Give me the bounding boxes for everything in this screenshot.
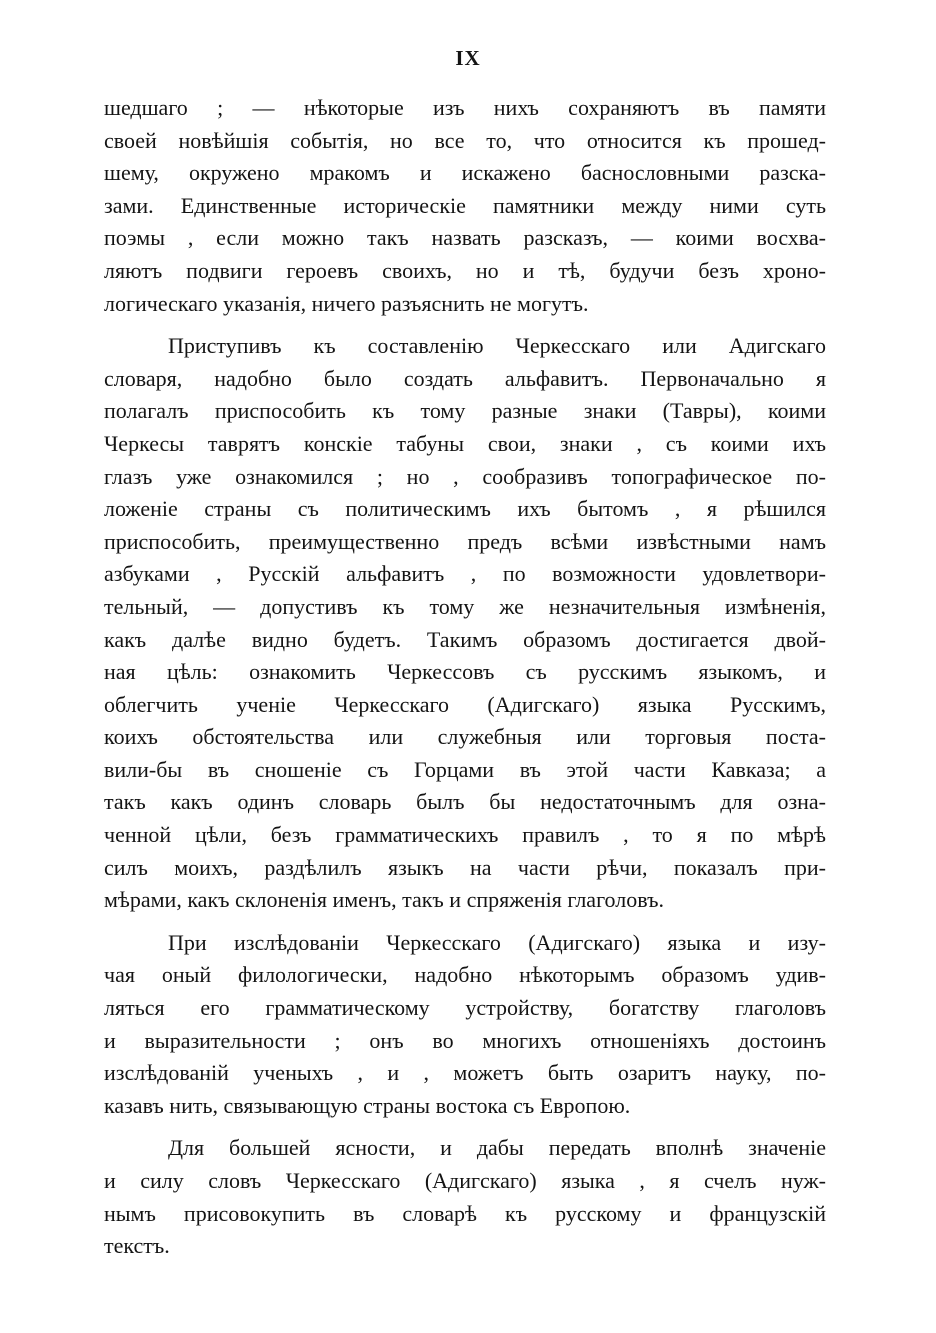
text-line: азбуками , Русскій альфавитъ , по возможности удовлетвори- <box>104 561 826 587</box>
text-line: своей новѣйшія событія, но все то, что относится къ прошед- <box>104 127 826 153</box>
text-line: такъ какъ одинъ словарь былъ бы недостаточнымъ для озна- <box>104 789 826 815</box>
text-line: Для большей ясности, и дабы передать вполнѣ значеніе <box>168 1135 826 1161</box>
page-number: IX <box>455 46 481 70</box>
text-line: ложеніе страны съ политическимъ ихъ бытомъ , я рѣшился <box>104 496 826 522</box>
text-line: поэмы , если можно такъ назвать разсказъ, — коими восхва- <box>104 225 826 251</box>
body-text <box>104 92 826 1273</box>
text-line: вили-бы въ сношеніе съ Горцами въ этой части Кавказа; а <box>104 756 826 782</box>
text-line: При изслѣдованіи Черкесскаго (Адигскаго) языка и изу- <box>168 929 826 955</box>
text-line: глазъ уже ознакомился ; но , сообразивъ топографическое по- <box>104 463 826 489</box>
text-line: логическаго указанія, ничего разъяснить не могутъ. <box>104 290 589 316</box>
text-line: ная цѣль: ознакомить Черкессовъ съ русскимъ языкомъ, и <box>104 659 826 685</box>
text-line: шему, окружено мракомъ и искажено баснословными разска- <box>104 160 826 186</box>
text-line: чая оный филологически, надобно нѣкоторымъ образомъ удив- <box>104 962 826 988</box>
text-line: и силу словъ Черкесскаго (Адигскаго) языка , я счелъ нуж- <box>104 1168 826 1193</box>
text-line: какъ далѣе видно будетъ. Такимъ образомъ достигается двой- <box>104 626 826 652</box>
paragraph <box>104 927 826 1123</box>
text-line: силъ моихъ, раздѣлилъ языкъ на части рѣчи, показалъ при- <box>104 854 826 880</box>
text-line: изслѣдованій ученыхъ , и , можетъ быть озаритъ науку, по- <box>104 1060 826 1086</box>
paragraph <box>104 1132 826 1262</box>
text-line: словаря, надобно было создать альфавитъ. Первоначально я <box>104 365 826 391</box>
text-line: казавъ нить, связывающую страны востока съ Европою. <box>104 1092 631 1118</box>
text-line: Черкесы таврятъ конскіе табуны свои, знаки , съ коими ихъ <box>104 430 826 456</box>
paragraph <box>104 330 826 917</box>
text-line: полагалъ приспособить къ тому разные знаки (Тавры), коими <box>104 398 826 424</box>
text-line: тельный, — допустивъ къ тому же незначительныя измѣненія, <box>104 593 826 619</box>
text-line: шедшаго ; — нѣкоторые изъ нихъ сохраняютъ въ памяти <box>104 95 826 120</box>
text-line: коихъ обстоятельства или служебныя или торговыя поста- <box>104 724 826 750</box>
text-line: Приступивъ къ составленію Черкесскаго или Адигскаго <box>168 333 826 359</box>
text-line: ченной цѣли, безъ грамматическихъ правилъ , то я по мѣрѣ <box>104 822 826 848</box>
text-line: ляться его грамматическому устройству, богатству глаголовъ <box>104 995 826 1021</box>
paragraph <box>104 92 826 320</box>
text-line: приспособить, преимущественно предъ всѣми извѣстными намъ <box>104 528 826 554</box>
text-line: текстъ. <box>104 1233 170 1259</box>
text-line: нымъ присовокупить въ словарѣ къ русскому и французскій <box>104 1200 826 1226</box>
text-line: облегчить ученіе Черкесскаго (Адигскаго) языка Русскимъ, <box>104 691 826 717</box>
text-line: зами. Единственные историческіе памятники между ними суть <box>104 192 826 218</box>
text-line: и выразительности ; онъ во многихъ отношеніяхъ достоинъ <box>104 1027 826 1053</box>
text-line: ляютъ подвиги героевъ своихъ, но и тѣ, будучи безъ хроно- <box>104 257 826 283</box>
text-line: мѣрами, какъ склоненія именъ, такъ и спряженія глаголовъ. <box>104 887 664 913</box>
